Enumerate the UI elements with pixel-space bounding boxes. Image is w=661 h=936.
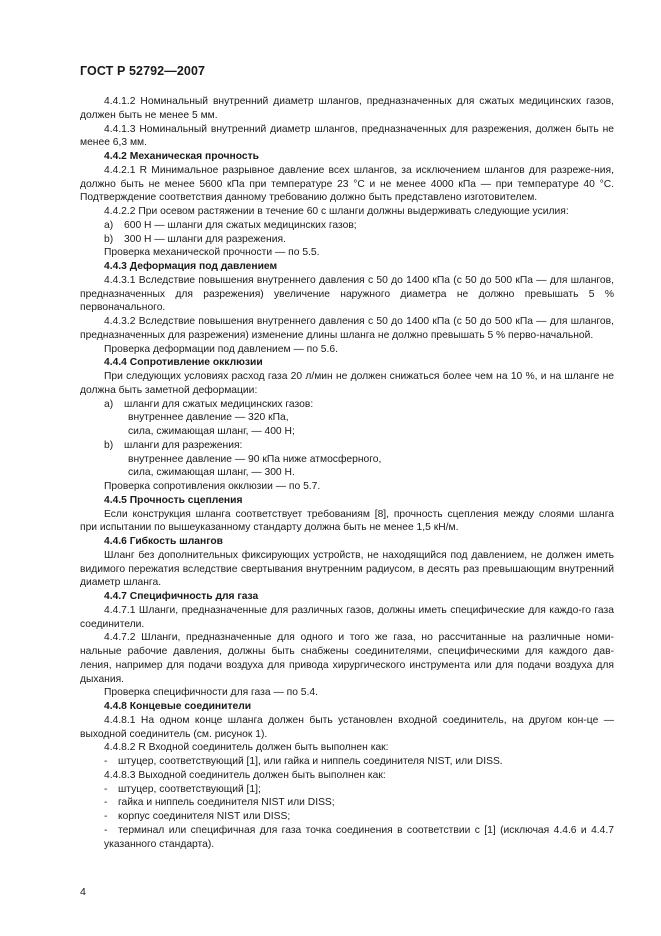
paragraph-4-4-8-2: 4.4.8.2 R Входной соединитель должен быть выполнен как: (104, 742, 389, 754)
dash-marker: - (104, 824, 108, 836)
heading-4-4-4: 4.4.4 Сопротивление окклюзии (104, 357, 263, 369)
paragraph-4-4-5: Если конструкция шланга соответствует требованиям [8], прочность сцепления между слоями шланга при испытании по вышеуказанному стандарту должна быть не менее 1,5 кН/м. (80, 508, 614, 534)
dash-marker: - (104, 811, 108, 822)
list-item-text: гайка и ниппель соединителя NIST или DISS; (118, 797, 335, 809)
paragraph-4-4-1-3: 4.4.1.3 Номинальный внутренний диаметр шлангов, предназначенных для разрежения, должен быть не менее 6,3 мм. (80, 123, 614, 149)
check-reference-5-4: Проверка специфичности для газа — по 5.4. (104, 687, 318, 699)
paragraph-4-4-1-2: 4.4.1.2 Номинальный внутренний диаметр шлангов, предназначенных для сжатых медицинских газов, должен быть не менее 5 мм. (80, 96, 614, 121)
heading-4-4-2: 4.4.2 Механическая прочность (104, 151, 259, 162)
paragraph-4-4-4: При следующих условиях расход газа 20 л/мин не должен снижаться более чем на 10 %, и на шланге не должна быть заметной деформации: (80, 371, 614, 396)
paragraph-4-4-8-1: 4.4.8.1 На одном конце шланга должен быть установлен входной соединитель, на другом кон-це — выходной соединитель (см. рисунок 1). (80, 714, 614, 740)
check-reference-5-5: Проверка механической прочности — по 5.5. (104, 247, 320, 259)
list-item-text: 600 Н — шланги для сжатых медицинских газов; (124, 219, 357, 231)
list-marker: а) (104, 398, 114, 410)
dash-list-item (80, 824, 614, 852)
list-item (80, 398, 614, 412)
page-number: 4 (80, 886, 86, 898)
sub-list-item: сила, сжимающая шланг, — 300 Н. (128, 467, 295, 479)
paragraph-4-4-8-3: 4.4.8.3 Выходной соединитель должен быть выполнен как: (104, 769, 386, 781)
list-marker: а) (104, 219, 114, 231)
paragraph-4-4-2-2: 4.4.2.2 При осевом растяжении в течение 60 с шланги должны выдерживать следующие усилия: (104, 206, 569, 217)
list-item-text: 300 Н — шланги для разрежения. (124, 233, 286, 245)
paragraph-4-4-7-2: 4.4.7.2 Шланги, предназначенные для одного и того же газа, но рассчитанные на различные номи-нальные рабочие давления, должны быть снабжены соединителями, специфическими для каждого дав-ления, например для подачи воздуха для привода хирургического инструмента или для подачи воздуха для дыхания. (80, 632, 614, 685)
sub-list-item: внутреннее давление — 90 кПа ниже атмосферного, (128, 453, 382, 465)
list-item-text: шланги для разрежения: (124, 439, 243, 451)
list-marker: b) (104, 439, 114, 451)
list-item-text: терминал или специфичная для газа точка соединения в соответствии с [1] (исключая 4.4.6 и 4.4.7 указанного стандарта). (104, 824, 614, 850)
document-header: ГОСТ Р 52792—2007 (80, 64, 206, 78)
heading-4-4-3: 4.4.3 Деформация под давлением (104, 261, 278, 272)
heading-4-4-6: 4.4.6 Гибкость шлангов (104, 536, 224, 547)
paragraph-4-4-7-1: 4.4.7.1 Шланги, предназначенные для различных газов, должны иметь специфические для каждо-го газа соединители. (80, 604, 614, 630)
paragraph-4-4-6: Шланг без дополнительных фиксирующих устройств, не находящийся под давлением, не должен иметь видимого пережатия вследствие свертывания внутренним радиусом, в десять раз превышающим внутренний диаметр шланга. (80, 549, 614, 589)
list-item (80, 233, 614, 247)
paragraph-4-4-2-1: 4.4.2.1 R Минимальное разрывное давление всех шлангов, за исключением шлангов для разреже-ния, должно быть не менее 5600 кПа при температуре 23 °С и не менее 4000 кПа — при температуре 40 °С. Подтверждение соответствия данному требованию должно быть представлено изготовителем. (80, 164, 614, 204)
dash-marker: - (104, 797, 108, 809)
paragraph-4-4-3-2: 4.4.3.2 Вследствие повышения внутреннего давления с 50 до 1400 кПа (с 50 до 500 кПа — для шлангов, предназначенных для разрежения) изменение длины шланга не должно превышать 5 % перво-начальной. (80, 316, 614, 341)
dash-list-item (80, 796, 614, 810)
document-body (80, 95, 614, 851)
list-marker: b) (104, 233, 114, 245)
dash-marker: - (104, 756, 108, 767)
dash-list-item (80, 755, 614, 769)
dash-marker: - (104, 783, 108, 795)
sub-list-item: внутреннее давление — 320 кПа, (128, 412, 289, 424)
list-item-text: шланги для сжатых медицинских газов: (124, 398, 314, 410)
check-reference-5-6: Проверка деформации под давлением — по 5.6. (104, 343, 338, 355)
list-item-text: штуцер, соответствующий [1]; (118, 783, 261, 795)
paragraph-4-4-3-1: 4.4.3.1 Вследствие повышения внутреннего давления с 50 до 1400 кПа (с 50 до 500 кПа — для шлангов, предназначенных для разрежения) увеличение наружного диаметра не должно превышать 5 % первоначального. (80, 274, 614, 314)
dash-list-item (80, 810, 614, 824)
dash-list-item (80, 783, 614, 797)
list-item-text: штуцер, соответствующий [1], или гайка и ниппель соединителя NIST, или DISS. (118, 756, 503, 767)
heading-4-4-7: 4.4.7 Специфичность для газа (104, 591, 259, 602)
heading-4-4-5: 4.4.5 Прочность сцепления (104, 494, 243, 506)
check-reference-5-7: Проверка сопротивления окклюзии — по 5.7. (104, 481, 321, 492)
sub-list-item: сила, сжимающая шланг, — 400 Н; (128, 426, 295, 437)
list-item (80, 439, 614, 453)
heading-4-4-8: 4.4.8 Концевые соединители (104, 701, 252, 712)
list-item-text: корпус соединителя NIST или DISS; (118, 811, 291, 822)
list-item (80, 219, 614, 233)
